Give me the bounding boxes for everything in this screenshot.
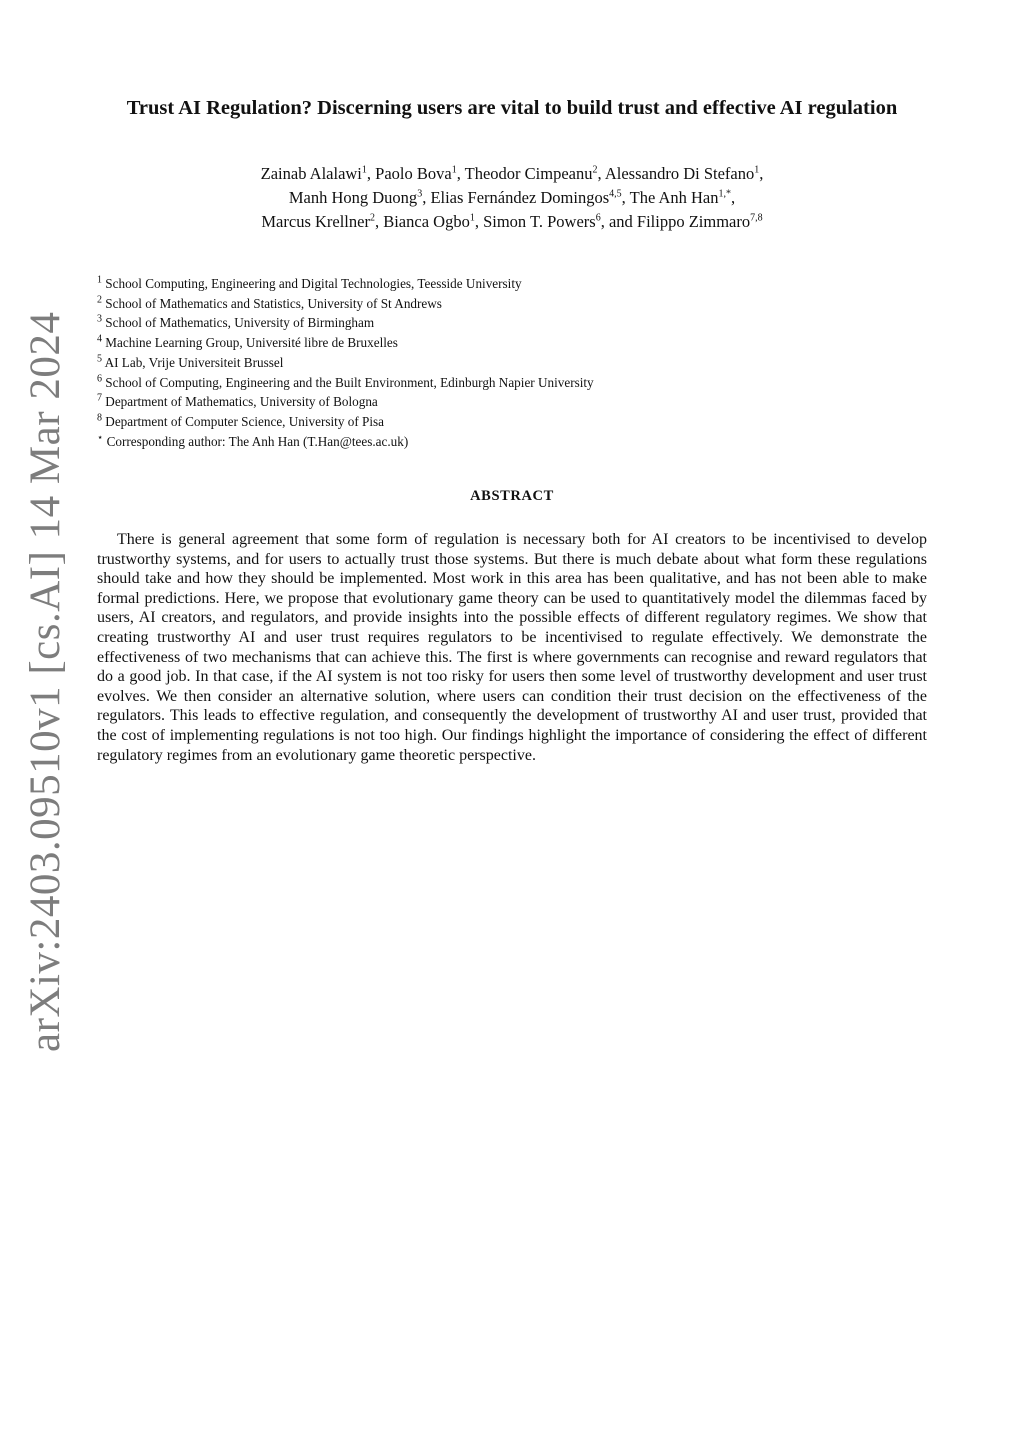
author-affil-mark: 1,*: [718, 188, 732, 200]
abstract-heading: ABSTRACT: [470, 488, 554, 504]
affiliation-item: $^4$ Machine Learning Group, Université libre de Bruxelles: [97, 333, 398, 351]
author-affil-mark: 1: [754, 164, 760, 176]
author-affil-mark: 6: [595, 212, 601, 224]
author-name: Simon T. Powers: [483, 212, 596, 231]
author-name: Theodor Cimpeanu: [464, 164, 593, 183]
affiliation-item: $^7$ Department of Mathematics, University of Bologna: [97, 392, 378, 410]
author-affil-mark: 1: [451, 164, 457, 176]
affiliation-item: $^5$ AI Lab, Vrije Universiteit Brussel: [97, 353, 284, 370]
author-name: Elias Fernández Domingos: [430, 188, 610, 207]
author-name: Manh Hong Duong: [288, 188, 418, 207]
author-affil-mark: 7,8: [750, 212, 763, 224]
arxiv-identifier: arXiv:2403.09510v1 [cs.AI] 14 Mar 2024: [22, 311, 69, 1052]
affiliation-item: $^8$ Department of Computer Science, University of Pisa: [97, 412, 384, 429]
paper-title: Trust AI Regulation? Discerning users are vital to build trust and effective AI regulation: [126, 97, 898, 119]
author-name: Alessandro Di Stefano: [604, 164, 755, 183]
author-list: Zainab Alalawi$^1$, Paolo Bova$^1$, Theodor Cimpeanu$^2$, Alessandro Di Stefano$^1$, Manh Hong Duong$^3$, Elias Fernández Domingos$^{4,5}$, The Anh Han$^{1,*}$, Marcus Krellner$^2$, Bianca Ogbo$^1$, Simon T. Powers$^6$, and Filippo Zimmaro$^{7,8}$: [260, 164, 764, 231]
author-affil-mark: 1: [361, 164, 367, 176]
corresponding-author: ⋆ Corresponding author: The Anh Han (T.Han@tees.ac.uk): [97, 432, 409, 449]
author-name: Bianca Ogbo: [383, 212, 470, 231]
author-affil-mark: 1: [469, 212, 475, 224]
author-affil-mark: 2: [592, 164, 598, 176]
author-name: Marcus Krellner: [261, 212, 370, 231]
affiliation-list: [97, 274, 927, 451]
abstract-text: There is general agreement that some form of regulation is necessary both for AI creators to be incentivised to develop trustworthy systems, and for users to actually trust those systems. But there is much debate about what form these regulations should take and how they should be implemented. Most work in this area has been qualitative, and has not been able to make formal predictions. Here, we propose that evolutionary game theory can be used to quantitatively model the dilemmas faced by users, AI creators, and regulators, and provide insights into the possible effects of different regulatory regimes. We show that creating trustworthy AI and user trust requires regulators to be incentivised to regulate effectively. We demonstrate the effectiveness of two mechanisms that can achieve this. The first is where governments can recognise and reward regulators that do a good job. In that case, if the AI system is not too risky for users then some level of trustworthy development and user trust evolves. We then consider an alternative solution, where users can condition their trust decision on the effectiveness of the regulators. This leads to effective regulation, and consequently the development of trustworthy AI and user trust, provided that the cost of implementing regulations is not too high. Our findings highlight the importance of considering the effect of different regulatory regimes from an evolutionary game theoretic perspective.: [97, 531, 927, 764]
affiliation-item: $^3$ School of Mathematics, University of Birmingham: [97, 314, 375, 331]
author-affil-mark: 2: [369, 212, 375, 224]
author-name: The Anh Han: [629, 188, 719, 207]
affiliation-item: $^2$ School of Mathematics and Statistics, University of St Andrews: [97, 294, 442, 311]
affiliation-item: $^1$ School Computing, Engineering and Digital Technologies, Teesside University: [97, 274, 522, 291]
author-name: Zainab Alalawi: [260, 164, 362, 183]
affiliation-item: $^6$ School of Computing, Engineering and the Built Environment, Edinburgh Napier University: [97, 373, 594, 390]
author-name: Paolo Bova: [375, 164, 452, 183]
author-affil-mark: 3: [417, 188, 423, 200]
author-affil-mark: 4,5: [609, 188, 622, 200]
author-name: Filippo Zimmaro: [636, 212, 751, 231]
